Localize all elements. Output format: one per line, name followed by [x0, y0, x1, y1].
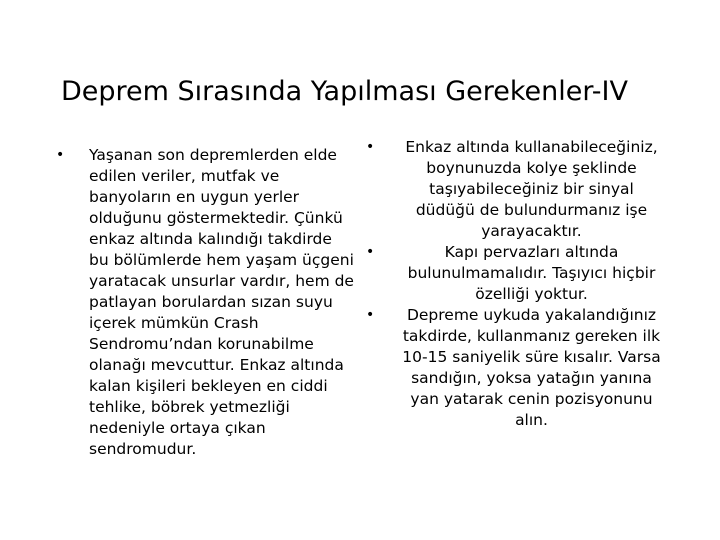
list-item: [56, 145, 356, 460]
list-item: [366, 137, 676, 242]
list-item: [366, 242, 676, 305]
left-column: [56, 145, 356, 460]
bullet-icon: •: [56, 147, 65, 163]
bullet-icon: •: [366, 307, 375, 323]
bullet-icon: •: [366, 244, 375, 260]
list-item: [366, 305, 676, 431]
bullet-text: Kapı pervazları altında bulunulmamalıdır. Taşıyıcı hiçbir özelliği yoktur.: [407, 243, 656, 303]
bullet-icon: •: [366, 139, 375, 155]
bullet-text: Depreme uykuda yakalandığınız takdirde, kullanmanız gereken ilk 10-15 saniyelik süre kısalır. Varsa sandığın, yoksa yatağın yanına yan yatarak cenin pozisyonunu alın.: [402, 306, 661, 429]
slide-title: Deprem Sırasında Yapılması Gerekenler-IV: [61, 76, 628, 107]
right-column: [366, 137, 676, 431]
bullet-text: Yaşanan son depremlerden elde edilen veriler, mutfak ve banyoların en uygun yerler olduğunu göstermektedir. Çünkü enkaz altında kalındığı takdirde bu bölümlerde hem yaşam üçgeni yaratacak unsurlar vardır, hem de patlayan borulardan sızan suyu içerek mümkün Crash Sendromu’ndan korunabilme olanağı mevcuttur. Enkaz altında kalan kişileri bekleyen en ciddi tehlike, böbrek yetmezliği nedeniyle ortaya çıkan sendromudur.: [89, 146, 354, 458]
bullet-text: Enkaz altında kullanabileceğiniz, boynunuzda kolye şeklinde taşıyabileceğiniz bir sinyal düdüğü de bulundurmanız işe yarayacaktır.: [405, 138, 658, 240]
